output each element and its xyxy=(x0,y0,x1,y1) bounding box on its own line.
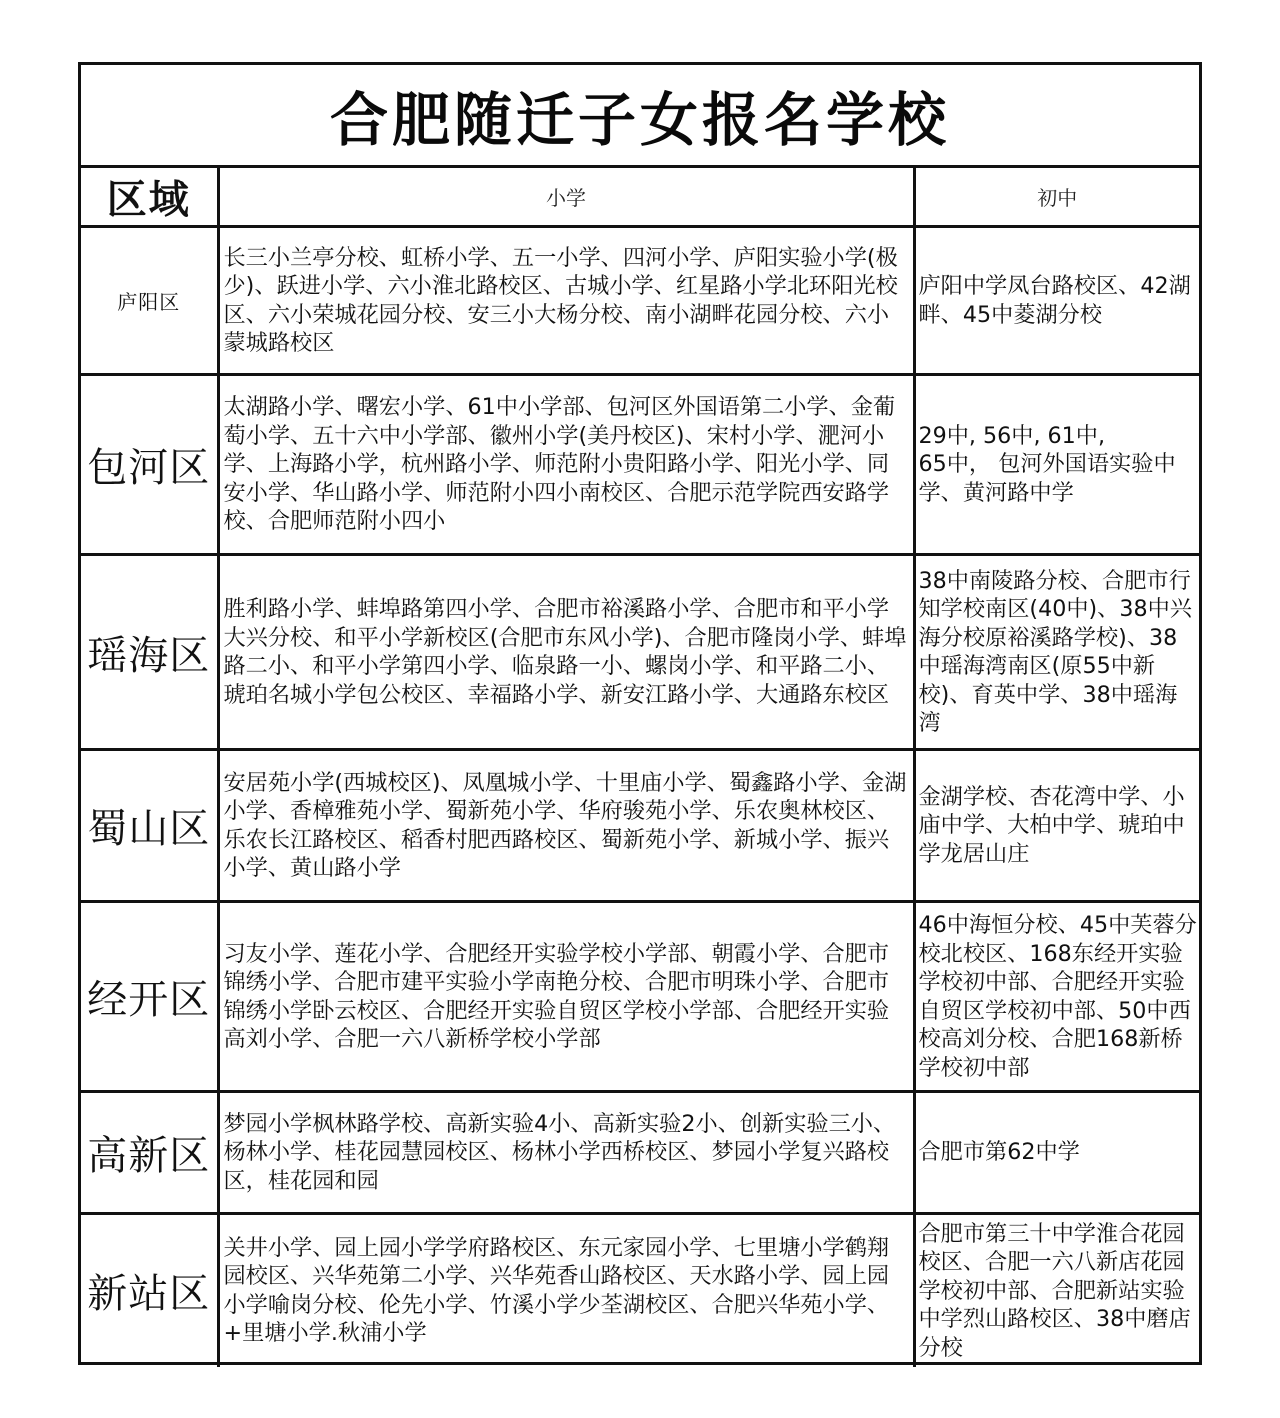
table-row-yaohai xyxy=(81,555,1199,750)
middle-schools: 38中南陵路分校、合肥市行知学校南区(40中)、38中兴海分校原裕溪路学校)、38中瑶海湾南区(原55中新校)、育英中学、38中瑶海湾 xyxy=(914,555,1199,750)
middle-schools-line: 29中, 56中, 61中, xyxy=(918,422,1106,449)
table-row-luyang xyxy=(81,227,1199,375)
table-row-shushan xyxy=(81,750,1199,902)
district-name: 庐阳区 xyxy=(81,227,218,375)
primary-schools: 梦园小学枫林路学校、高新实验4小、高新实验2小、创新实验三小、杨林小学、桂花园慧园校区、杨林小学西桥校区、梦园小学复兴路校区，桂花园和园 xyxy=(218,1092,914,1214)
header-area-label: 区域 xyxy=(106,177,191,223)
table-row-jingkai xyxy=(81,902,1199,1092)
district-name: 蜀山区 xyxy=(81,750,218,902)
middle-schools: 金湖学校、杏花湾中学、小庙中学、大柏中学、琥珀中学龙居山庄 xyxy=(914,750,1199,902)
school-list-document xyxy=(78,62,1202,1365)
middle-schools: 庐阳中学凤台路校区、42湖畔、45中菱湖分校 xyxy=(914,227,1199,375)
header-middle-label: 初中 xyxy=(1037,186,1078,210)
primary-schools: 胜利路小学、蚌埠路第四小学、合肥市裕溪路小学、合肥市和平小学大兴分校、和平小学新校区(合肥市东风小学)、合肥市隆岗小学、蚌埠路二小、和平小学第四小学、临泉路一小、螺岗小学、和平路二小、琥珀名城小学包公校区、幸福路小学、新安江路小学、大通路东校区 xyxy=(218,555,914,750)
header-primary xyxy=(218,167,914,227)
primary-schools: 长三小兰亭分校、虹桥小学、五一小学、四河小学、庐阳实验小学(极少)、跃进小学、六小淮北路校区、古城小学、红星路小学北环阳光校区、六小荣城花园分校、安三小大杨分校、南小湖畔花园分校、六小蒙城路校区 xyxy=(218,227,914,375)
header-area xyxy=(81,167,218,227)
district-name: 高新区 xyxy=(81,1092,218,1214)
primary-schools: 关井小学、园上园小学学府路校区、东元家园小学、七里塘小学鹤翔园校区、兴华苑第二小学、兴华苑香山路校区、天水路小学、园上园小学喻岗分校、伦先小学、竹溪小学少荃湖校区、合肥兴华苑小学、+里塘小学.秋浦小学 xyxy=(218,1214,914,1367)
primary-schools: 习友小学、莲花小学、合肥经开实验学校小学部、朝霞小学、合肥市锦绣小学、合肥市建平实验小学南艳分校、合肥市明珠小学、合肥市锦绣小学卧云校区、合肥经开实验自贸区学校小学部、合肥经开实验高刘小学、合肥一六八新桥学校小学部 xyxy=(218,902,914,1092)
district-name: 包河区 xyxy=(81,375,218,555)
header-primary-label: 小学 xyxy=(546,186,586,210)
header-row xyxy=(81,167,1199,227)
middle-schools xyxy=(914,375,1199,555)
middle-schools: 合肥市第62中学 xyxy=(914,1092,1199,1214)
primary-schools: 太湖路小学、曙宏小学、61中小学部、包河区外国语第二小学、金葡萄小学、五十六中小学部、徽州小学(美丹校区)、宋村小学、淝河小学、上海路小学，杭州路小学、师范附小贵阳路小学、阳光小学、同安小学、华山路小学、师范附小四小南校区、合肥示范学院西安路学校、合肥师范附小四小 xyxy=(218,375,914,555)
header-middle xyxy=(914,167,1199,227)
table-row-xinzhan xyxy=(81,1214,1199,1367)
primary-schools: 安居苑小学(西城校区)、凤凰城小学、十里庙小学、蜀鑫路小学、金湖小学、香樟雅苑小学、蜀新苑小学、华府骏苑小学、乐农奥林校区、乐农长江路校区、稻香村肥西路校区、蜀新苑小学、新城小学、振兴小学、黄山路小学 xyxy=(218,750,914,902)
title-row xyxy=(81,65,1199,167)
middle-schools-line: 65中， 包河外国语实验中学、黄河路中学 xyxy=(918,451,1176,506)
district-name: 经开区 xyxy=(81,902,218,1092)
district-name: 新站区 xyxy=(81,1214,218,1367)
schools-table xyxy=(81,65,1199,1367)
table-row-gaoxin xyxy=(81,1092,1199,1214)
district-name: 瑶海区 xyxy=(81,555,218,750)
table-row-baohe xyxy=(81,375,1199,555)
middle-schools: 46中海恒分校、45中芙蓉分校北校区、168东经开实验学校初中部、合肥经开实验自贸区学校初中部、50中西校高刘分校、合肥168新桥学校初中部 xyxy=(914,902,1199,1092)
title-cell xyxy=(81,65,1199,167)
page-title: 合肥随迁子女报名学校 xyxy=(329,86,950,154)
middle-schools: 合肥市第三十中学淮合花园校区、合肥一六八新店花园学校初中部、合肥新站实验中学烈山路校区、38中磨店分校 xyxy=(914,1214,1199,1367)
